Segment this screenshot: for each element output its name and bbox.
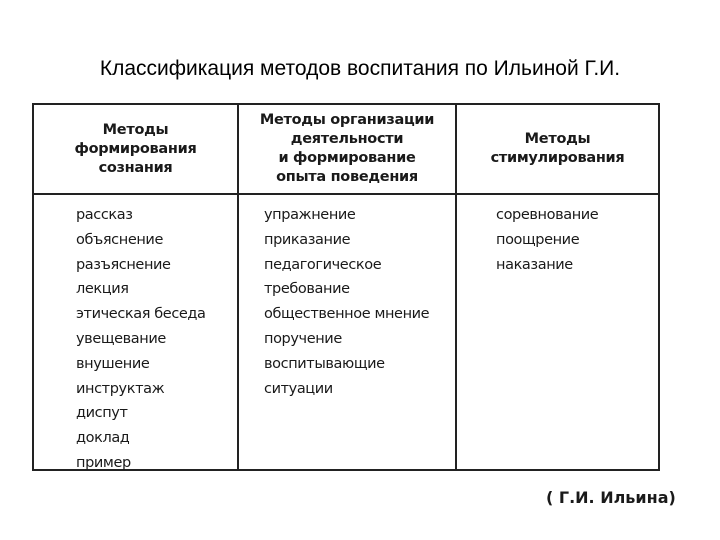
list-item: разъяснение — [76, 256, 171, 273]
list-item: наказание — [496, 256, 573, 273]
column-stimulation-methods — [496, 203, 598, 277]
list-item: объяснение — [76, 231, 163, 248]
column-consciousness-methods — [76, 203, 206, 476]
list-item: инструктаж — [76, 380, 165, 397]
header-consciousness-methods — [34, 105, 237, 193]
list-item: воспитывающие — [264, 355, 385, 372]
header-text: Методы стимулирования — [490, 131, 625, 166]
list-item: ситуации — [264, 380, 333, 397]
source-caption: ( Г.И. Ильина) — [546, 488, 676, 507]
list-item: соревнование — [496, 207, 599, 223]
list-item: пример — [76, 454, 131, 471]
list-item: педагогическое — [264, 256, 382, 273]
list-item: требование — [264, 281, 350, 298]
list-item: диспут — [76, 405, 128, 422]
header-activity-methods — [239, 105, 455, 193]
list-item: поручение — [264, 330, 342, 347]
header-stimulation-methods — [457, 105, 658, 193]
header-text: Методы формирования сознания — [74, 121, 197, 176]
list-item: упражнение — [264, 207, 356, 223]
column-activity-methods — [264, 203, 429, 401]
list-item: этическая беседа — [76, 306, 206, 323]
list-item: поощрение — [496, 231, 580, 248]
list-item: лекция — [76, 281, 129, 298]
list-item: доклад — [76, 430, 130, 447]
methods-table — [32, 103, 660, 471]
list-item: общественное мнение — [264, 306, 430, 323]
header-divider — [34, 193, 658, 195]
list-item: внушение — [76, 355, 150, 372]
list-item: рассказ — [76, 207, 133, 223]
list-item: приказание — [264, 231, 351, 248]
header-text: Методы организации деятельности и формирование опыта поведения — [259, 112, 435, 185]
list-item: увещевание — [76, 330, 166, 347]
slide-title: Классификация методов воспитания по Ильиной Г.И. — [99, 57, 621, 80]
